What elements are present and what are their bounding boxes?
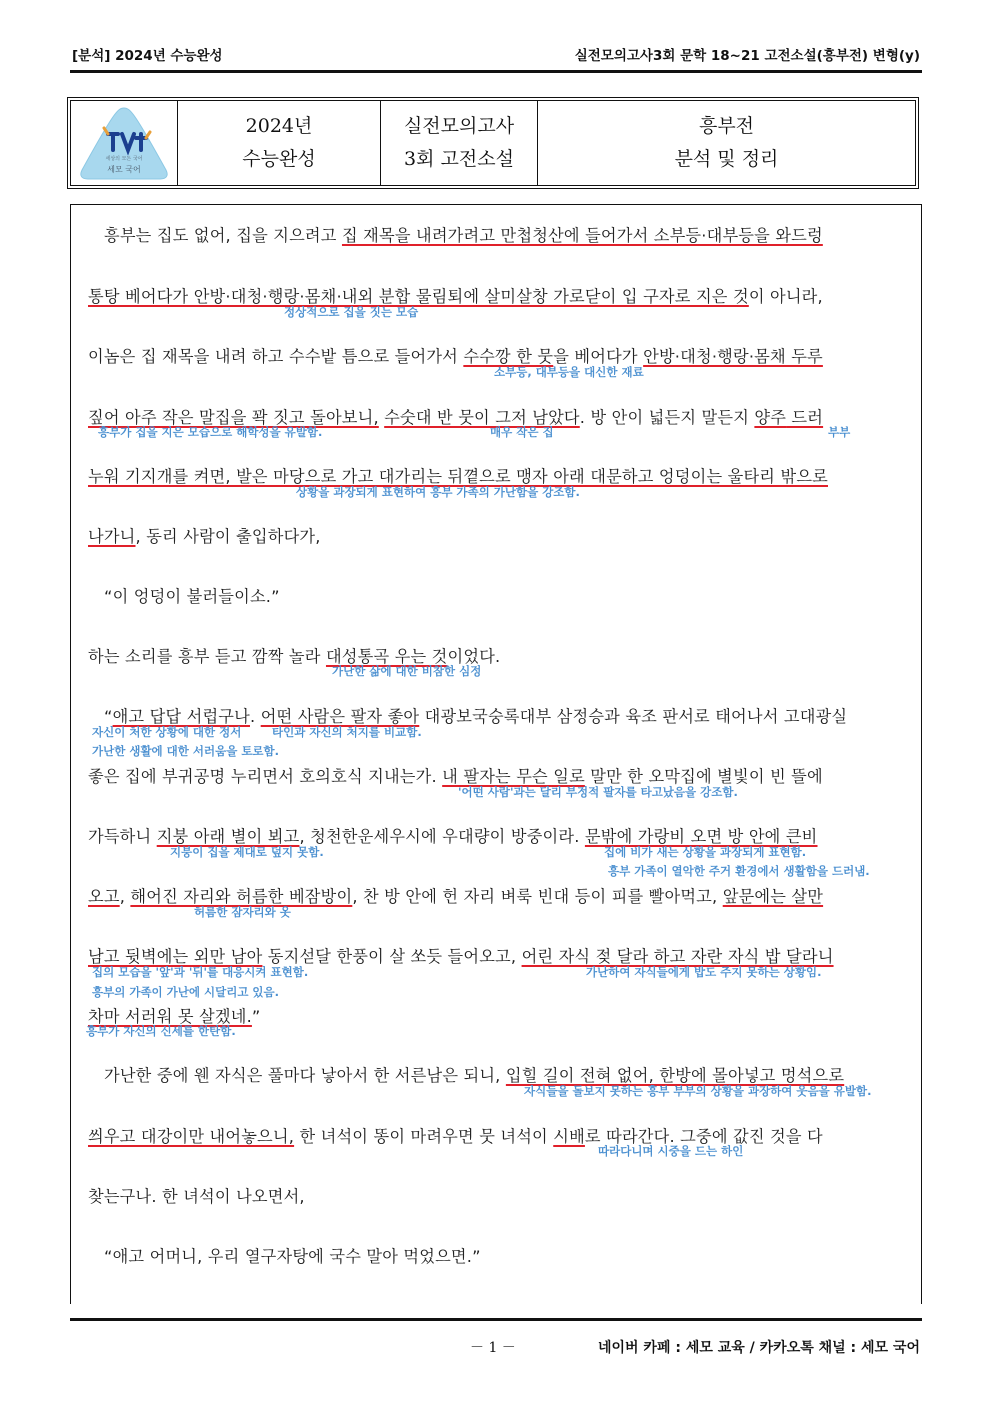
annotation: 허름한 잠자리와 옷: [194, 905, 291, 919]
passage-line: “애고 어머니, 우리 열구자탕에 국수 말아 먹었으면.”: [104, 1247, 481, 1266]
passage-line: 하는 소리를 흥부 듣고 깜짝 놀라 대성통곡 우는 것이었다.: [88, 647, 501, 666]
passage-line: 흥부는 집도 없어, 집을 지으려고 집 재목을 내려가려고 만첩청산에 들어가서 소부등·대부등을 와드렁: [104, 226, 823, 245]
header-right: 실전모의고사3회 문학 18~21 고전소설(흥부전) 변형(y): [574, 48, 920, 64]
annotation: 집의 모습을 '앞'과 '뒤'를 대응시켜 표현함.: [92, 965, 309, 979]
passage-line: 씌우고 대강이만 내어놓으니, 한 녀석이 똥이 마려우면 뭇 녀석이 시배로 따라간다. 그중에 값진 것을 다: [88, 1127, 823, 1146]
logo-cell: [71, 101, 178, 185]
title-cell-year: 2024년 수능완성: [178, 101, 381, 185]
passage-line: 오고, 해어진 자리와 허름한 베잠방이, 찬 방 안에 헌 자리 벼룩 빈대 등이 피를 빨아먹고, 앞문에는 살만: [88, 887, 824, 906]
title-cell-work: 흥부전 분석 및 정리: [674, 115, 779, 170]
annotation: 자식들을 돌보지 못하는 흥부 부부의 상황을 과장하여 웃음을 유발함.: [524, 1084, 872, 1098]
passage-line: 차마 서러워 못 살겠네.”: [88, 1007, 261, 1026]
svg-text:세상의 모든 국어: 세상의 모든 국어: [105, 156, 143, 162]
annotation: 흥부가 자신의 신세를 한탄함.: [86, 1024, 236, 1038]
annotation: 가난한 생활에 대한 서러움을 토로함.: [92, 744, 280, 758]
passage-line: 찾는구나. 한 녀석이 나오면서,: [88, 1187, 305, 1206]
header-rule: [70, 70, 922, 73]
annotation: 흥부의 가족이 가난에 시달리고 있음.: [92, 985, 280, 999]
annotation: 집에 비가 새는 상황을 과장되게 표현함.: [604, 845, 807, 859]
annotation: 타인과 자신의 처지를 비교함.: [272, 725, 422, 739]
passage-line: 좋은 집에 부귀공명 누리면서 호의호식 지내는가. 내 팔자는 무슨 일로 말만 한 오막집에 별빛이 빈 뜰에: [88, 767, 823, 786]
page-number: － 1 －: [470, 1340, 516, 1356]
annotation: 흥부 가족이 열악한 주거 환경에서 생활함을 드러냄.: [608, 864, 870, 878]
passage-line: 짚어 아주 작은 말집을 꽉 짓고 돌아보니, 수숫대 반 뭇이 그저 남았다. 방 안이 넓든지 말든지 양주 드러: [88, 408, 824, 427]
passage-line: 누워 기지개를 켜면, 발은 마당으로 가고 대가리는 뒤꼍으로 맹자 아래 대문하고 엉덩이는 울타리 밖으로: [88, 467, 828, 486]
svg-text:세모 국어: 세모 국어: [107, 165, 141, 174]
annotation: 따라다니며 시중을 드는 하인: [598, 1144, 744, 1158]
annotation: 지붕이 집을 제대로 덮지 못함.: [170, 845, 324, 859]
passage-line: “애고 답답 서럽구나. 어떤 사람은 팔자 좋아 대광보국숭록대부 삼정승과 육조 판서로 태어나서 고대광실: [104, 707, 848, 726]
passage-line: 남고 뒷벽에는 외만 남아 동지섣달 한풍이 살 쏘듯 들어오고, 어린 자식 젖 달라 하고 자란 자식 밥 달라니: [88, 947, 834, 966]
passage-line: “이 엉덩이 불러들이소.”: [104, 587, 280, 606]
annotation: 소부등, 대부등을 대신한 재료: [494, 365, 644, 379]
annotation: 정상적으로 집을 짓는 모습: [284, 305, 419, 319]
passage-line: 가득하니 지붕 아래 별이 뵈고, 청천한운세우시에 우대량이 방중이라. 문밖에 가랑비 오면 방 안에 큰비: [88, 827, 818, 846]
annotation: '어떤 사람'과는 달리 부정적 팔자를 타고났음을 강조함.: [458, 785, 738, 799]
annotation: 흥부가 집을 지은 모습으로 해학성을 유발함.: [98, 425, 323, 439]
passage-line: 이놈은 집 재목을 내려 하고 수수밭 틈으로 들어가서 수수깡 한 뭇을 베어다가 안방·대청·행랑·몸채 두루: [88, 347, 823, 366]
passage-line: 나가니, 동리 사람이 출입하다가,: [88, 527, 321, 546]
header-left: [분석] 2024년 수능완성: [72, 48, 223, 64]
annotation: 매우 작은 집: [490, 425, 554, 439]
passage-line: 통탕 베어다가 안방·대청·행랑·몸채·내외 분합 물림퇴에 살미살창 가로닫이 입 구자로 지은 것이 아니라,: [88, 287, 823, 306]
passage-line: 가난한 중에 웬 자식은 풀마다 낳아서 한 서른남은 되니, 입힐 길이 전혀 없어, 한방에 몰아넣고 멍석으로: [104, 1066, 845, 1085]
annotation: 부부: [828, 425, 851, 439]
title-table: [70, 100, 916, 186]
annotation: 자신이 처한 상황에 대한 정서: [92, 725, 242, 739]
annotation: 상황을 과장되게 표현하여 흥부 가족의 가난함을 강조함.: [296, 485, 580, 499]
title-cell-exam: 실전모의고사 3회 고전소설: [381, 101, 538, 185]
footer-rule: [70, 1318, 922, 1321]
semo-logo-icon: [78, 104, 170, 182]
footer-credits: 네이버 카페 : 세모 교육 / 카카오톡 채널 : 세모 국어: [597, 1340, 920, 1356]
annotation: 가난한 삶에 대한 비참한 심정: [332, 664, 482, 678]
annotation: 가난하여 자식들에게 밥도 주지 못하는 상황임.: [586, 965, 822, 979]
